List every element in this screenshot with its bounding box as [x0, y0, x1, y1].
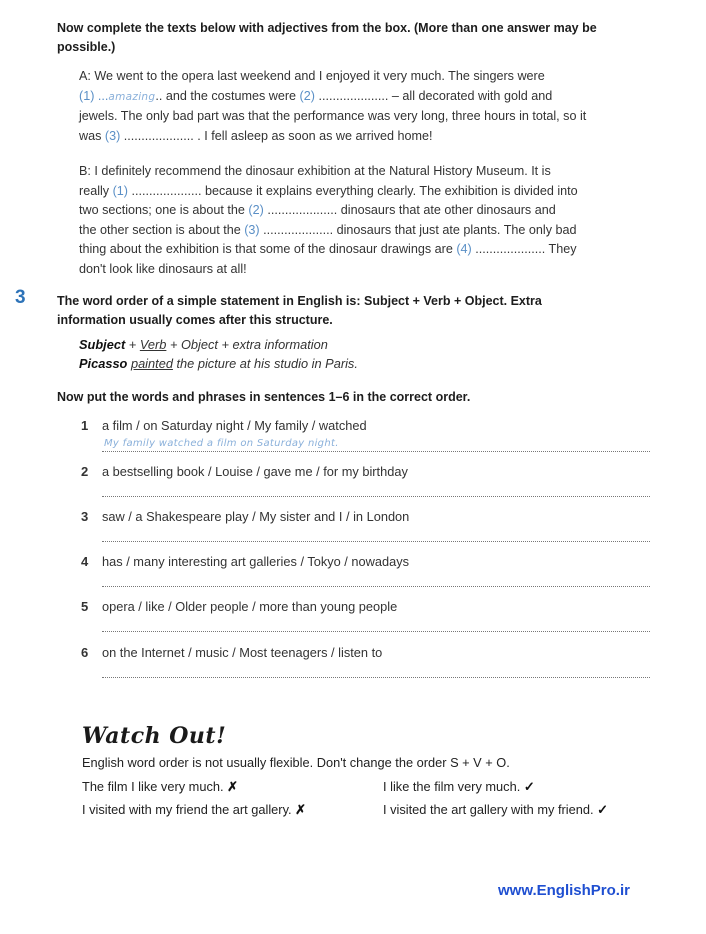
example-subject: Picasso: [79, 356, 128, 371]
item-text: a film / on Saturday night / My family / watched: [102, 418, 367, 433]
footer-link[interactable]: www.EnglishPro.ir: [498, 882, 630, 899]
cross-icon: ✗: [295, 802, 306, 817]
text-segment: .................... – all decorated with gold and: [314, 88, 553, 103]
answer-line[interactable]: [102, 496, 650, 497]
answer-line[interactable]: [102, 586, 650, 587]
check-icon: ✓: [523, 779, 535, 794]
instruction-line: possible.): [57, 40, 116, 54]
pattern-subject: Subject: [79, 337, 126, 352]
text-segment: two sections; one is about the: [79, 203, 249, 218]
text-segment: .................... because it explains everything clearly. The exhibition is divided into: [128, 183, 578, 198]
text-segment: the other section is about the: [79, 222, 245, 237]
blank-number: (1): [112, 183, 128, 198]
answer-line[interactable]: [102, 677, 650, 678]
item-text: a bestselling book / Louise / gave me / for my birthday: [102, 464, 408, 479]
example-verb: painted: [130, 356, 173, 371]
right-example-text: I visited the art gallery with my friend.: [383, 802, 594, 817]
check-icon: ✓: [597, 802, 608, 817]
text-b-line: B: I definitely recommend the dinosaur exhibition at the Natural History Museum. It is: [79, 164, 551, 178]
text-b-line: [79, 221, 669, 241]
text-segment: .................... dinosaurs that just ate plants. The only bad: [259, 222, 577, 237]
right-example-text: I like the film very much.: [383, 779, 521, 794]
item-number: 3: [81, 509, 89, 524]
item-text: on the Internet / music / Most teenagers / listen to: [102, 645, 383, 660]
text-a-line: [79, 127, 669, 147]
blank-number: (1) ...: [79, 88, 109, 103]
text-b-line: [79, 182, 669, 202]
blank-number: (2): [299, 88, 315, 103]
pattern-verb: Verb: [139, 337, 167, 352]
text-segment: thing about the exhibition is that some of the dinosaur drawings are: [79, 242, 457, 257]
exercise-number: 3: [15, 287, 26, 308]
text-a: [79, 67, 669, 146]
right-example: [383, 802, 608, 818]
wrong-example: [82, 779, 238, 795]
text-segment: was: [79, 128, 105, 143]
text-b-line: don't look like dinosaurs at all!: [79, 261, 247, 276]
item-number: 5: [81, 599, 89, 614]
text-segment: .................... . I fell asleep as soon as we arrived home!: [120, 128, 433, 143]
exercise3-instruction: [57, 292, 677, 330]
item-number: 1: [81, 418, 89, 433]
text-segment: .. and the costumes were: [155, 88, 300, 103]
instruction-line: Now complete the texts below with adjectives from the box. (More than one answer may be: [57, 21, 597, 35]
right-example: [383, 779, 535, 795]
watch-out-title: Watch Out!: [82, 723, 227, 749]
exercise3-task: Now put the words and phrases in sentences 1–6 in the correct order.: [57, 390, 471, 404]
exercise2-instruction: [57, 19, 677, 57]
watch-out-rule: English word order is not usually flexible. Don't change the order S + V + O.: [82, 755, 510, 770]
item-number: 6: [81, 645, 89, 660]
item-text: opera / like / Older people / more than young people: [102, 599, 398, 614]
text-a-line: [79, 87, 669, 108]
wrong-example: [82, 802, 306, 818]
pattern-plus: +: [125, 337, 140, 352]
example-rest: the picture at his studio in Paris.: [172, 356, 358, 371]
text-segment: .................... They: [471, 242, 577, 257]
example-line: [79, 354, 669, 373]
answer-line[interactable]: [102, 451, 650, 452]
text-b-line: [79, 201, 669, 221]
text-b: [79, 162, 669, 280]
answer-line[interactable]: [102, 541, 650, 542]
wrong-example-text: The film I like very much.: [82, 779, 224, 794]
pattern-line: [79, 335, 669, 354]
pattern-rest: + Object + extra information: [166, 337, 328, 352]
text-b-line: [79, 240, 669, 260]
instruction-line: The word order of a simple statement in English is: Subject + Verb + Object. Extra: [57, 294, 542, 308]
text-segment: really: [79, 183, 113, 198]
blank-number: (3): [244, 222, 260, 237]
answer-line[interactable]: [102, 631, 650, 632]
instruction-line: information usually comes after this structure.: [57, 313, 333, 327]
item-text: has / many interesting art galleries / Tokyo / nowadays: [102, 554, 410, 569]
cross-icon: ✗: [227, 779, 238, 794]
handwritten-answer: My family watched a film on Saturday night.: [104, 438, 339, 449]
text-a-line: jewels. The only bad part was that the performance was very long, three hours in total, so it: [79, 109, 587, 124]
item-text: saw / a Shakespeare play / My sister and I / in London: [102, 509, 410, 524]
text-a-line: A: We went to the opera last weekend and I enjoyed it very much. The singers were: [79, 69, 545, 83]
wrong-example-text: I visited with my friend the art gallery.: [82, 802, 292, 817]
blank-number: (4): [456, 242, 472, 257]
item-number: 2: [81, 464, 89, 479]
handwritten-answer: amazing: [108, 90, 156, 103]
item-number: 4: [81, 554, 89, 569]
blank-number: (2): [248, 203, 264, 218]
word-order-example: [79, 335, 669, 373]
text-segment: .................... dinosaurs that ate other dinosaurs and: [263, 203, 556, 218]
blank-number: (3): [104, 128, 121, 143]
